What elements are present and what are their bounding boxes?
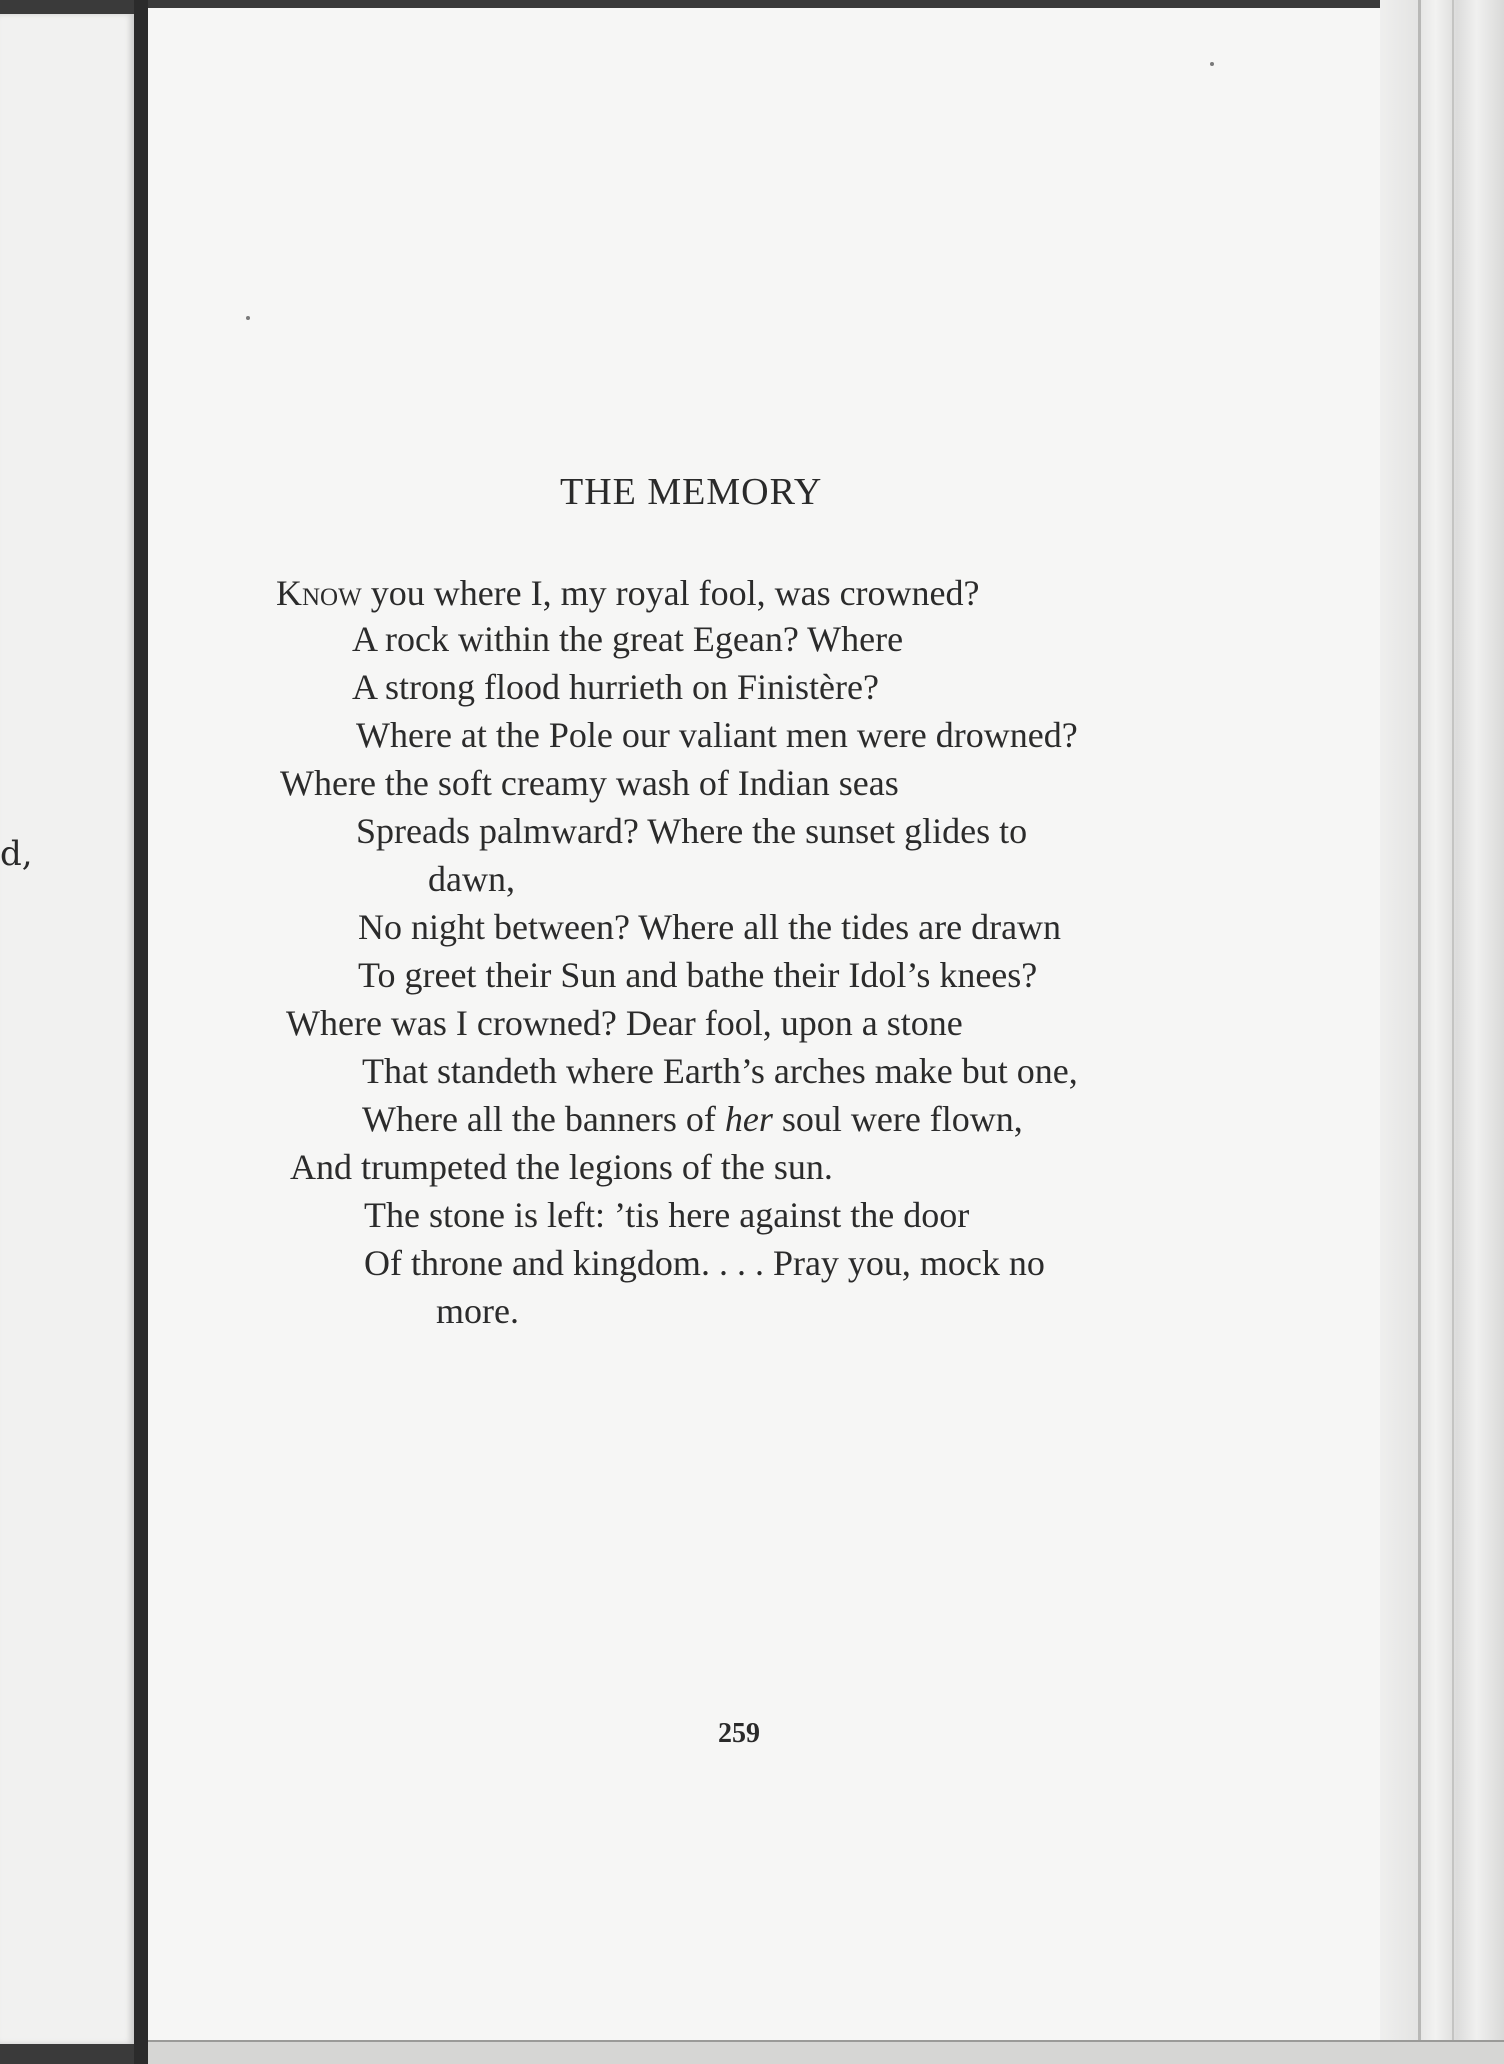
page-edge-line bbox=[1418, 0, 1421, 2064]
page-stack-edge bbox=[1380, 0, 1504, 2064]
poem-line: No night between? Where all the tides are drawn bbox=[358, 907, 1062, 947]
poem-line: And trumpeted the legions of the sun. bbox=[290, 1147, 833, 1187]
italic-word: her bbox=[724, 1099, 773, 1139]
poem-line: The stone is left: ’tis here against the door bbox=[364, 1195, 970, 1235]
poem-title: THE MEMORY bbox=[560, 471, 823, 513]
poem-line: dawn, bbox=[428, 859, 515, 899]
page-number: 259 bbox=[718, 1718, 760, 1749]
poem-line: Spreads palmward? Where the sunset glides to bbox=[356, 811, 1028, 851]
previous-page-text-fragment: d, bbox=[0, 834, 33, 874]
poem-line: Where the soft creamy wash of Indian seas bbox=[280, 763, 899, 803]
poem-line: Know you where I, my royal fool, was crowned? bbox=[276, 573, 980, 613]
poem-line: Where all the banners of her soul were flown, bbox=[362, 1099, 1023, 1139]
page-bottom-edge bbox=[148, 2040, 1504, 2064]
poem-line: Where at the Pole our valiant men were drowned? bbox=[356, 715, 1078, 755]
poem-line: To greet their Sun and bathe their Idol’s knees? bbox=[358, 955, 1038, 995]
paper-speck bbox=[1210, 62, 1214, 66]
poem-line: more. bbox=[436, 1291, 519, 1331]
poem-line: A strong flood hurrieth on Finistère? bbox=[352, 667, 879, 707]
previous-page-edge bbox=[0, 14, 134, 2044]
drop-word: Know bbox=[276, 573, 362, 613]
poem-line: A rock within the great Egean? Where bbox=[352, 619, 904, 659]
page-edge-line bbox=[1452, 0, 1454, 2064]
poem-line: That standeth where Earth’s arches make but one, bbox=[362, 1051, 1078, 1091]
book-gutter bbox=[134, 0, 148, 2064]
poem-line: Of throne and kingdom. . . . Pray you, mock no bbox=[364, 1243, 1045, 1283]
paper-speck bbox=[246, 316, 250, 320]
poem-line: Where was I crowned? Dear fool, upon a stone bbox=[286, 1003, 963, 1043]
